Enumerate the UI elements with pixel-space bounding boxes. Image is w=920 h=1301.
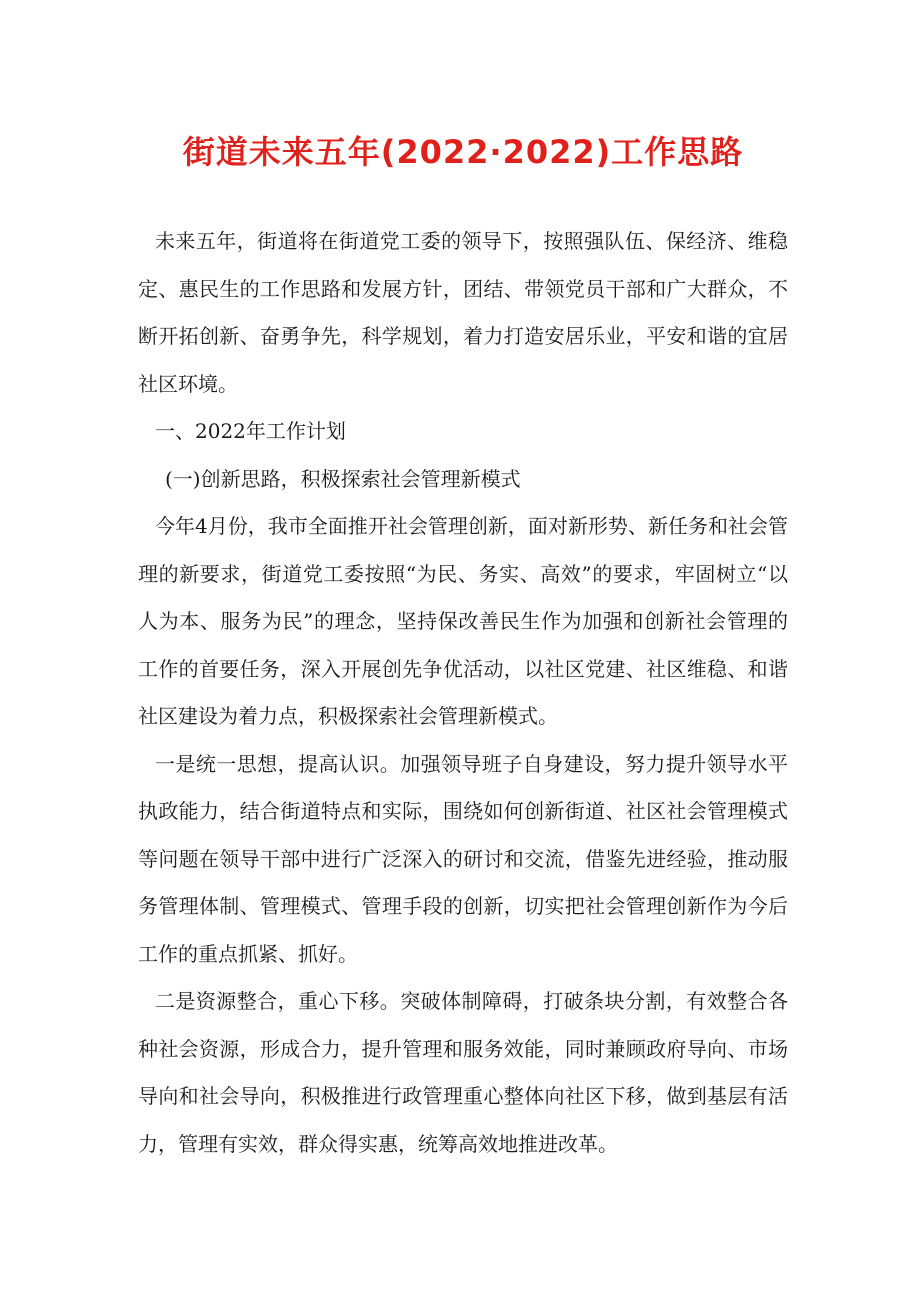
- paragraph-context: 今年4月份，我市全面推开社会管理创新，面对新形势、新任务和社会管理的新要求，街道党工委按照“为民、务实、高效”的要求，牢固树立“以人为本、服务为民”的理念，坚持保改善民生作为加强和创新社会管理的工作的首要任务，深入开展创先争优活动，以社区党建、社区维稳、和谐社区建设为着力点，积极探索社会管理新模式。: [138, 514, 788, 728]
- document-title: 街道未来五年(2022·2022)工作思路: [182, 133, 744, 171]
- paragraph-point-one: 一是统一思想，提高认识。加强领导班子自身建设，努力提升领导水平执政能力，结合街道特点和实际，围绕如何创新街道、社区社会管理模式等问题在领导干部中进行广泛深入的研讨和交流，借鉴先进经验，推动服务管理体制、管理模式、管理手段的创新，切实把社会管理创新作为今后工作的重点抓紧、抓好。: [138, 751, 788, 966]
- section-heading: 一、2022年工作计划: [155, 419, 346, 443]
- document-body: [138, 218, 788, 1168]
- paragraph-intro: 未来五年，街道将在街道党工委的领导下，按照强队伍、保经济、维稳定、惠民生的工作思路和发展方针，团结、带领党员干部和广大群众，不断开拓创新、奋勇争先，科学规划，着力打造安居乐业，平安和谐的宜居社区环境。: [138, 229, 788, 396]
- paragraph-point-two: 二是资源整合，重心下移。突破体制障碍，打破条块分割，有效整合各种社会资源，形成合力，提升管理和服务效能，同时兼顾政府导向、市场导向和社会导向，积极推进行政管理重心整体向社区下移，做到基层有活力，管理有实效，群众得实惠，统筹高效地推进改革。: [138, 989, 788, 1156]
- subsection-heading: (一)创新思路，积极探索社会管理新模式: [165, 466, 521, 491]
